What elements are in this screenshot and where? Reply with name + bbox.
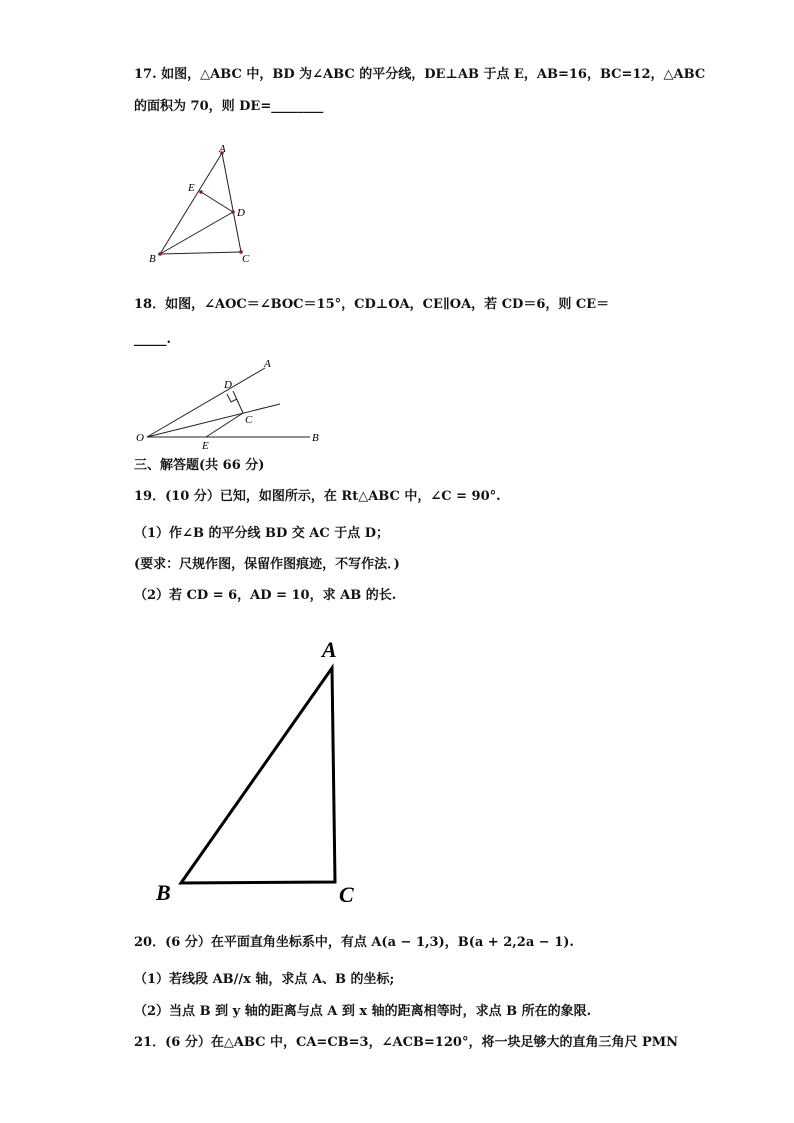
q19-line1: 19．(10 分）已知，如图所示，在 Rt△ABC 中，∠C = 90°. (134, 489, 501, 504)
q18-label-o: O (136, 432, 144, 444)
q20-line1: 20．(6 分）在平面直角坐标系中，有点 A(a − 1,3)，B(a + 2,2a − 1). (134, 935, 574, 950)
q17-figure (140, 140, 260, 270)
q19-line3: (要求：尺规作图，保留作图痕迹，不写作法．) (134, 557, 400, 572)
q19-figure (150, 630, 370, 910)
q19-line2: （1）作∠B 的平分线 BD 交 AC 于点 D； (134, 526, 390, 541)
q17-label-a: A (219, 143, 226, 155)
q19-line4: （2）若 CD = 6，AD = 10，求 AB 的长. (134, 588, 397, 603)
q18-line1: 18．如图，∠AOC＝∠BOC＝15°，CD⊥OA，CE∥OA，若 CD＝6，则 CE＝ (134, 297, 610, 312)
q17-line2: 的面积为 70，则 DE=________ (134, 99, 324, 114)
q19-label-c: C (339, 882, 354, 907)
q19-label-b: B (156, 880, 171, 905)
q18-line2: _____. (134, 332, 172, 347)
q19-label-a: A (322, 637, 337, 662)
q18-label-c: C (245, 414, 253, 426)
q17-line1: 17. 如图，△ABC 中，BD 为∠ABC 的平分线，DE⊥AB 于点 E，AB=16，BC=12，△ABC (134, 67, 706, 82)
q17-label-c: C (242, 253, 250, 265)
q18-label-b: B (312, 432, 319, 444)
q20-line2: （1）若线段 AB//x 轴，求点 A、B 的坐标; (134, 972, 395, 987)
q18-label-e: E (202, 440, 209, 452)
section-heading: 三、解答题(共 66 分) (134, 458, 265, 473)
q21-line1: 21．(6 分）在△ABC 中，CA=CB=3，∠ACB=120°，将一块足够大的直角三角尺 PMN (134, 1035, 679, 1050)
q18-figure (130, 352, 330, 452)
q20-line3: （2）当点 B 到 y 轴的距离与点 A 到 x 轴的距离相等时，求点 B 所在的象限. (134, 1004, 592, 1019)
q18-label-d: D (224, 379, 232, 391)
q17-label-d: D (237, 207, 245, 219)
q17-label-b: B (149, 253, 156, 265)
q17-label-e: E (188, 182, 195, 194)
q18-label-a: A (264, 358, 271, 370)
